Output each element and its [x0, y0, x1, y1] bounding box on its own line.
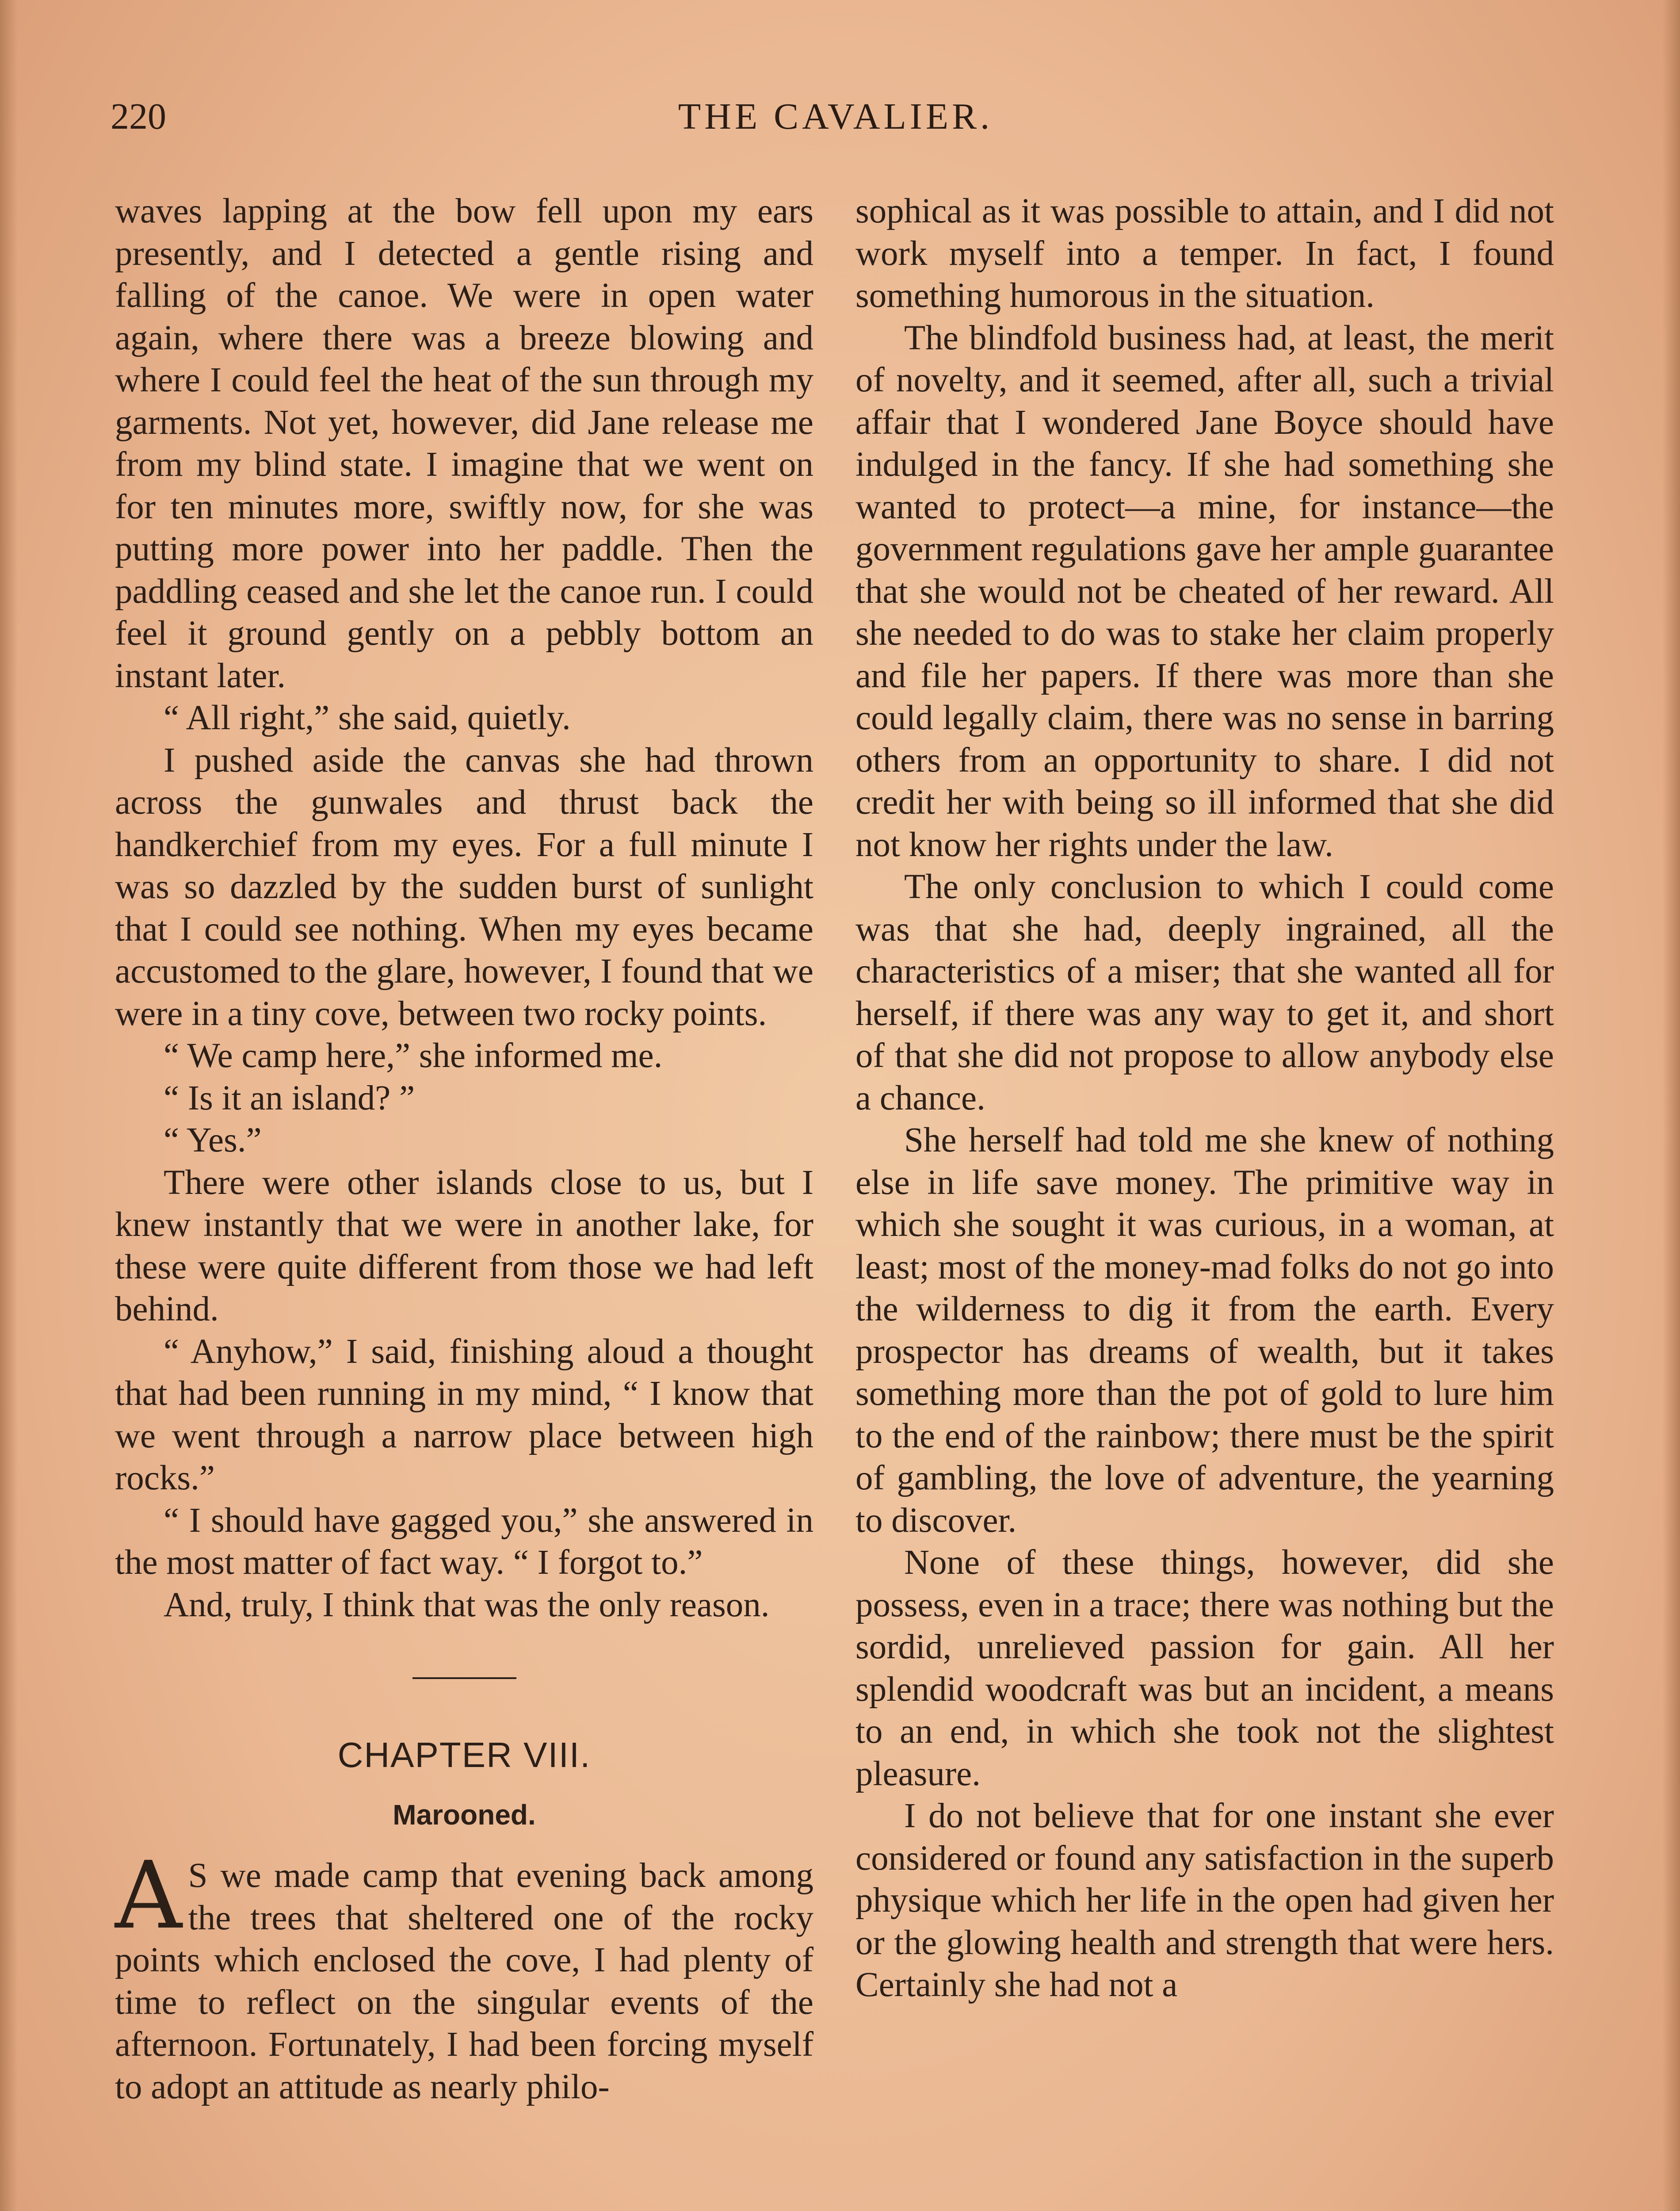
paragraph: There were other islands close to us, but I knew instantly that we were in another lake, for these were quite different from those we had left behind. — [115, 1163, 813, 1328]
paragraph: None of these things, however, did she possess, even in a trace; there was nothing but the sordid, unrelieved passion for gain. All her splendid woodcraft was but an incident, a means to an end, in which she took not the slightest pleasure. — [855, 1543, 1554, 1793]
paragraph: waves lapping at the bow fell upon my ears presently, and I detected a gentle rising and falling of the canoe. We were in open water again, where there was a breeze blowing and where I could feel the heat of the sun through my garments. Not yet, however, did Jane release me from my blind state. I imagine that we went on for ten minutes more, swiftly now, for she was putting more power into her paddle. Then the paddling ceased and she let the canoe run. I could feel it ground gently on a pebbly bottom an instant later. — [115, 192, 813, 695]
paragraph: She herself had told me she knew of nothing else in life save money. The primitive way in which she sought it was curious, in a woman, at least; most of the money-mad folks do not go into the wilderness to dig it from the earth. Every prospector has dreams of wealth, but it takes something more than the pot of gold to lure him to the end of the rainbow; there must be the spirit of gambling, the love of adventure, the yearning to discover. — [855, 1121, 1554, 1540]
paragraph: The only conclusion to which I could come was that she had, deeply ingrained, all the characteristics of a miser; that she wanted all for herself, if there was any way to get it, and short of that she did not propose to allow anybody else a chance. — [855, 868, 1554, 1117]
page-edge-shadow-right — [1662, 0, 1680, 2211]
paragraph: “ Anyhow,” I said, finishing aloud a thought that had been running in my mind, “ I know that we went through a narrow place between high rocks.” — [115, 1332, 813, 1497]
chapter-opening-text: S we made camp that evening back among the trees that sheltered one of the rocky points which enclosed the cove, I had plenty of time to reflect on the singular events of the afternoon. Fortunately, I had been forcing myself to adopt an attitude as nearly philo- — [115, 1856, 813, 2106]
paragraph: “ Yes.” — [164, 1121, 262, 1159]
magazine-title: THE CAVALIER. — [678, 96, 993, 137]
paragraph: And, truly, I think that was the only reason. — [164, 1585, 770, 1624]
paragraph: “ I should have gagged you,” she answered in the most matter of fact way. “ I forgot to.” — [115, 1501, 813, 1582]
chapter-subtitle: Marooned. — [393, 1799, 536, 1831]
left-column — [115, 190, 813, 2108]
paragraph: The blindfold business had, at least, the merit of novelty, and it seemed, after all, such a trivial affair that I wondered Jane Boyce should have indulged in the fancy. If she had something she wanted to protect—a mine, for instance—the government regulations gave her ample guarantee that she would not be cheated of her reward. All she needed to do was to stake her claim properly and file her papers. If there was more than she could legally claim, there was no sense in barring others from an opportunity to share. I did not credit her with being so ill informed that she did not know her rights under the law. — [855, 318, 1554, 864]
chapter-opening-paragraph — [115, 1841, 813, 2108]
drop-cap: A — [115, 1841, 182, 1950]
paragraph: “ All right,” she said, quietly. — [164, 699, 571, 737]
paragraph: sophical as it was possible to attain, and I did not work myself into a temper. In fact, I found something humorous in the situation. — [855, 192, 1554, 315]
paragraph: “ Is it an island? ” — [164, 1079, 415, 1117]
running-head — [111, 95, 1561, 148]
paragraph: I do not believe that for one instant she ever considered or found any satisfaction in the superb physique which her life in the open had given her or the glowing health and strength that were hers. Certainly she had not a — [855, 1797, 1554, 2004]
section-divider — [412, 1677, 516, 1679]
right-column — [855, 190, 1554, 2006]
chapter-heading: CHAPTER VIII. — [337, 1735, 591, 1775]
page-number: 220 — [111, 96, 166, 137]
paragraph: “ We camp here,” she informed me. — [164, 1037, 663, 1075]
page-edge-shadow-left — [0, 0, 18, 2211]
paragraph: I pushed aside the canvas she had thrown across the gunwales and thrust back the handkerchief from my eyes. For a full minute I was so dazzled by the sudden burst of sunlight that I could see nothing. When my eyes became accustomed to the glare, however, I found that we were in a tiny cove, between two rocky points. — [115, 741, 813, 1033]
